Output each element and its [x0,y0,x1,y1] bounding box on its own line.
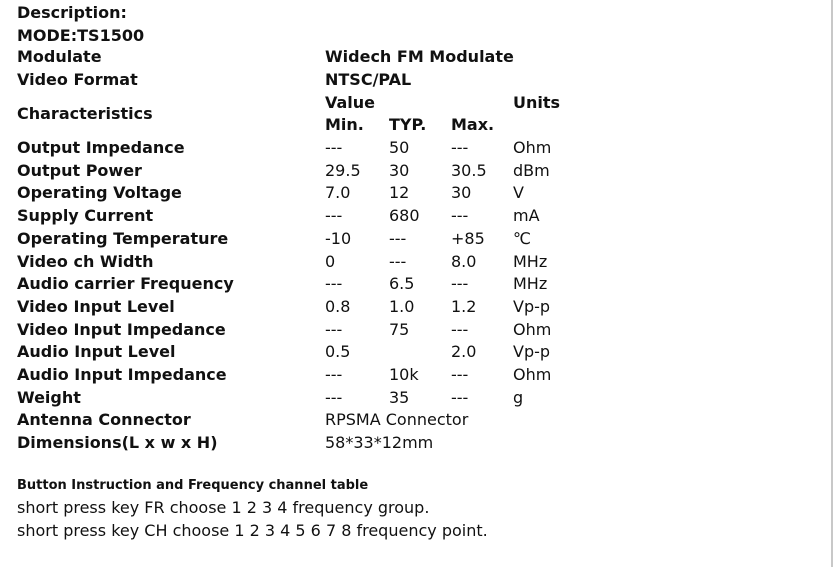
spec-min-value: 0 [325,251,336,271]
video-format-label: Video Format [17,70,138,90]
spec-max-value: 1.2 [451,296,477,316]
spec-typ-value: --- [389,251,407,271]
spec-max-value: 30 [451,183,472,203]
spec-row [17,273,593,296]
spec-typ-value: 12 [389,183,410,203]
spec-max-value: 8.0 [451,251,477,271]
spec-min-value: --- [325,319,343,339]
spec-row [17,296,593,319]
spec-max-value: +85 [451,228,485,248]
spec-unit: g [513,387,524,407]
typ-header: TYP. [389,115,427,135]
spec-row [17,159,593,182]
dimensions-label: Dimensions(L x w x H) [17,433,218,453]
spec-min-value: --- [325,138,343,158]
spec-label: Audio Input Level [17,342,176,362]
spec-label: Supply Current [17,206,154,226]
max-header: Max. [451,115,495,135]
video-format-value: NTSC/PAL [325,70,412,90]
spec-row [17,318,593,341]
spec-label: Weight [17,387,81,407]
instructions-title: Button Instruction and Frequency channel table [17,478,369,493]
spec-max-value: 30.5 [451,160,487,180]
spec-unit: Vp-p [513,296,551,316]
units-header: Units [513,92,561,112]
value-header-row [17,91,593,114]
spec-label: Video ch Width [17,251,154,271]
spec-max-value: --- [451,364,469,384]
spec-table [17,46,593,454]
modulate-label: Modulate [17,47,102,67]
min-header: Min. [325,115,364,135]
spec-min-value: --- [325,364,343,384]
spec-typ-value: 1.0 [389,296,415,316]
value-header: Value [325,92,376,112]
spec-label: Output Impedance [17,138,185,158]
antenna-label: Antenna Connector [17,410,191,430]
spec-unit: Ohm [513,138,552,158]
spec-row [17,182,593,205]
units-spacer [513,114,593,137]
video-format-row [17,69,593,92]
spec-min-value: --- [325,206,343,226]
spec-row [17,341,593,364]
spec-unit: MHz [513,274,548,294]
spec-label: Video Input Impedance [17,319,226,339]
spec-row [17,205,593,228]
spec-unit: MHz [513,251,548,271]
spec-row [17,137,593,160]
description-heading: Description: [17,3,127,22]
spec-typ-value: 35 [389,387,410,407]
spec-label: Audio carrier Frequency [17,274,234,294]
antenna-value: RPSMA Connector [325,410,469,430]
spec-typ-value: 10k [389,364,419,384]
spec-max-value: 2.0 [451,342,477,362]
spec-unit: Ohm [513,319,552,339]
spec-min-value: 0.5 [325,342,351,362]
characteristics-label: Characteristics [17,104,153,124]
instruction-line-fr: short press key FR choose 1 2 3 4 frequency group. [17,498,430,517]
spec-min-value: --- [325,387,343,407]
spec-label: Output Power [17,160,142,180]
spec-max-value: --- [451,319,469,339]
spec-unit: Vp-p [513,342,551,362]
spec-unit: ℃ [513,228,531,248]
modulate-row [17,46,593,69]
spec-unit: V [513,183,524,203]
spec-typ-value: --- [389,228,407,248]
mode-heading: MODE:TS1500 [17,26,145,45]
spec-max-value: --- [451,274,469,294]
spec-label: Operating Voltage [17,183,182,203]
spec-row [17,228,593,251]
spec-typ-value [389,341,451,364]
spec-typ-value: 30 [389,160,410,180]
spec-row [17,364,593,387]
spec-max-value: --- [451,206,469,226]
spec-typ-value: 75 [389,319,410,339]
spec-max-value: --- [451,138,469,158]
spec-min-value: 0.8 [325,296,351,316]
instruction-line-ch: short press key CH choose 1 2 3 4 5 6 7 8 frequency point. [17,521,488,540]
spec-typ-value: 50 [389,138,410,158]
spec-typ-value: 680 [389,206,420,226]
spec-row [17,386,593,409]
spec-label: Operating Temperature [17,228,229,248]
spec-unit: mA [513,206,540,226]
spec-min-value: -10 [325,228,352,248]
spec-max-value: --- [451,387,469,407]
spec-min-value: --- [325,274,343,294]
spec-typ-value: 6.5 [389,274,415,294]
spec-label: Audio Input Impedance [17,364,227,384]
spec-min-value: 7.0 [325,183,351,203]
spec-min-value: 29.5 [325,160,361,180]
dimensions-row [17,432,593,455]
spec-label: Video Input Level [17,296,175,316]
modulate-value: Widech FM Modulate [325,47,514,67]
spec-unit: Ohm [513,364,552,384]
spec-unit: dBm [513,160,550,180]
spec-row [17,250,593,273]
dimensions-value: 58*33*12mm [325,433,434,453]
antenna-row [17,409,593,432]
